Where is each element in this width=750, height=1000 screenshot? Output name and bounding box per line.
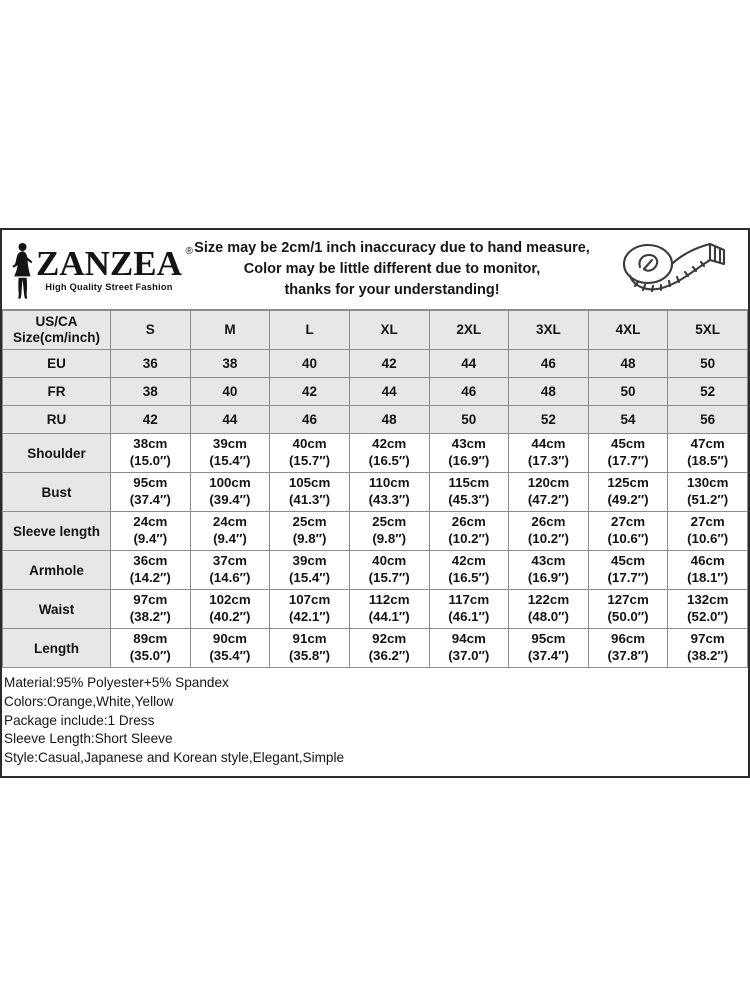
measurement-cm: 132cm xyxy=(686,592,729,608)
measurement-cm: 89cm xyxy=(133,631,168,647)
measurement-cm: 102cm xyxy=(209,592,251,608)
measurement-cell xyxy=(270,629,350,668)
region-size-cell: 44 xyxy=(429,350,509,378)
measurement-cell xyxy=(349,551,429,590)
measurement-notice xyxy=(162,238,608,301)
measurement-cell xyxy=(668,629,748,668)
region-size-cell: 40 xyxy=(270,350,350,378)
brand-logo xyxy=(2,241,193,299)
measurement-inch: (37.8″) xyxy=(607,648,649,663)
measurement-cm: 39cm xyxy=(212,436,247,452)
measurement-inch: (47.2″) xyxy=(527,492,569,507)
measurement-cell xyxy=(509,590,589,629)
measurement-cell xyxy=(349,434,429,473)
chart-banner xyxy=(2,230,748,310)
measurement-inch: (35.8″) xyxy=(289,648,331,663)
measurement-cell xyxy=(668,434,748,473)
row-label: Bust xyxy=(3,473,111,512)
measurement-cell xyxy=(509,551,589,590)
measurement-inch: (40.2″) xyxy=(209,609,251,624)
row-label: FR xyxy=(3,378,111,406)
measurement-inch: (39.4″) xyxy=(209,492,251,507)
measurement-cm: 110cm xyxy=(368,475,410,491)
table-row xyxy=(3,512,748,551)
measurement-cm: 43cm xyxy=(451,436,486,452)
brand-text-block xyxy=(36,244,193,293)
measurement-cell xyxy=(588,473,668,512)
measurement-inch: (18.1″) xyxy=(687,570,729,585)
region-size-cell: 46 xyxy=(509,350,589,378)
measurement-cell xyxy=(668,590,748,629)
measurement-cm: 45cm xyxy=(611,553,646,569)
region-size-cell: 42 xyxy=(349,350,429,378)
region-size-cell: 42 xyxy=(270,378,350,406)
size-column-header: 2XL xyxy=(429,311,509,350)
measurement-cm: 40cm xyxy=(372,553,407,569)
measurement-cm: 24cm xyxy=(133,514,168,530)
measurement-cell xyxy=(509,434,589,473)
measurement-cm: 90cm xyxy=(212,631,247,647)
table-row xyxy=(3,629,748,668)
region-size-cell: 46 xyxy=(270,406,350,434)
measurement-cell xyxy=(588,434,668,473)
measurement-cm: 26cm xyxy=(531,514,566,530)
measurement-cm: 92cm xyxy=(372,631,407,647)
brand-name: ZANZEA xyxy=(36,244,182,284)
measurement-cell xyxy=(190,629,270,668)
corner-label-line-1: US/CA xyxy=(35,313,78,329)
measurement-cell xyxy=(349,590,429,629)
measurement-inch: (9.4″) xyxy=(213,531,247,546)
size-table xyxy=(2,310,748,668)
measurement-inch: (16.9″) xyxy=(448,453,490,468)
measurement-cell xyxy=(349,473,429,512)
size-column-header: 3XL xyxy=(509,311,589,350)
region-size-cell: 48 xyxy=(588,350,668,378)
measurement-cell xyxy=(429,590,509,629)
table-row xyxy=(3,551,748,590)
measurement-cm: 36cm xyxy=(133,553,168,569)
measurement-cell xyxy=(111,629,191,668)
measurement-inch: (14.6″) xyxy=(209,570,251,585)
measurement-inch: (9.8″) xyxy=(292,531,327,546)
measurement-cm: 38cm xyxy=(133,436,168,452)
measurement-inch: (51.2″) xyxy=(687,492,729,507)
measurement-cell xyxy=(270,512,350,551)
measurement-inch: (44.1″) xyxy=(368,609,410,624)
region-size-cell: 40 xyxy=(190,378,270,406)
measurement-cell xyxy=(190,512,270,551)
measurement-inch: (15.4″) xyxy=(289,570,331,585)
region-size-cell: 48 xyxy=(349,406,429,434)
measurement-cell xyxy=(270,551,350,590)
row-label: RU xyxy=(3,406,111,434)
measurement-inch: (10.2″) xyxy=(527,531,569,546)
table-row xyxy=(3,434,748,473)
measurement-cm: 97cm xyxy=(133,592,168,608)
measurement-cell xyxy=(270,473,350,512)
size-column-header: M xyxy=(190,311,270,350)
measurement-cell xyxy=(349,629,429,668)
corner-label-line-2: Size(cm/inch) xyxy=(12,330,101,345)
measurement-cell xyxy=(111,473,191,512)
measurement-cm: 27cm xyxy=(690,514,725,530)
measurement-cell xyxy=(509,473,589,512)
measurement-inch: (9.4″) xyxy=(133,531,168,546)
region-size-cell: 52 xyxy=(668,378,748,406)
measurement-inch: (15.0″) xyxy=(129,453,171,468)
measurement-inch: (37.4″) xyxy=(527,648,569,663)
region-size-cell: 42 xyxy=(111,406,191,434)
measurement-cm: 122cm xyxy=(527,592,570,608)
measurement-inch: (18.5″) xyxy=(687,453,729,468)
row-label: Length xyxy=(3,629,111,668)
measurement-cell xyxy=(429,434,509,473)
table-row xyxy=(3,590,748,629)
measurement-cm: 40cm xyxy=(292,436,327,452)
measurement-cell xyxy=(111,590,191,629)
measurement-cm: 45cm xyxy=(611,436,646,452)
measurement-inch: (48.0″) xyxy=(527,609,569,624)
detail-line: Style:Casual,Japanese and Korean style,Elegant,Simple xyxy=(4,750,345,765)
region-size-cell: 44 xyxy=(349,378,429,406)
detail-line: Colors:Orange,White,Yellow xyxy=(4,693,174,709)
region-size-cell: 46 xyxy=(429,378,509,406)
measurement-cell xyxy=(588,551,668,590)
measurement-cm: 24cm xyxy=(212,514,247,530)
measurement-inch: (45.3″) xyxy=(448,492,490,507)
size-column-header: S xyxy=(111,311,191,350)
measurement-inch: (16.5″) xyxy=(448,570,490,585)
measurement-cm: 107cm xyxy=(288,592,331,608)
measurement-inch: (16.5″) xyxy=(368,453,410,468)
measurement-cm: 42cm xyxy=(451,553,486,569)
measuring-tape-icon xyxy=(614,238,742,302)
region-size-cell: 50 xyxy=(668,350,748,378)
measurement-cm: 91cm xyxy=(292,631,327,647)
measurement-inch: (17.7″) xyxy=(607,570,649,585)
measurement-cell xyxy=(429,551,509,590)
measurement-cell xyxy=(270,434,350,473)
measurement-inch: (38.2″) xyxy=(687,648,729,663)
detail-line: Material:95% Polyester+5% Spandex xyxy=(4,675,229,690)
measurement-cell xyxy=(429,473,509,512)
measurement-cm: 37cm xyxy=(212,553,247,569)
row-label: Sleeve length xyxy=(3,512,111,551)
measurement-cell xyxy=(588,590,668,629)
measurement-inch: (15.7″) xyxy=(368,570,410,585)
row-label: Armhole xyxy=(3,551,111,590)
measurement-inch: (49.2″) xyxy=(607,492,649,507)
measurement-cm: 120cm xyxy=(527,475,570,491)
measurement-cm: 94cm xyxy=(451,631,486,647)
measurement-inch: (52.0″) xyxy=(687,609,729,624)
measurement-cell xyxy=(190,551,270,590)
measurement-cell xyxy=(190,473,270,512)
measurement-cell xyxy=(111,512,191,551)
woman-silhouette-icon xyxy=(8,241,38,299)
measurement-inch: (17.3″) xyxy=(527,453,569,468)
measurement-cell xyxy=(349,512,429,551)
measurement-cm: 95cm xyxy=(133,475,168,491)
measurement-cm: 27cm xyxy=(611,514,646,530)
measurement-inch: (35.0″) xyxy=(129,648,171,663)
region-size-cell: 38 xyxy=(111,378,191,406)
size-column-header: 4XL xyxy=(588,311,668,350)
table-row xyxy=(3,378,748,406)
size-chart-panel xyxy=(0,228,750,778)
measurement-inch: (38.2″) xyxy=(129,609,171,624)
detail-line: Sleeve Length:Short Sleeve xyxy=(4,731,173,747)
measurement-cm: 105cm xyxy=(288,475,331,491)
measurement-cell xyxy=(668,473,748,512)
size-column-header: 5XL xyxy=(668,311,748,350)
measurement-inch: (10.6″) xyxy=(687,531,729,546)
measurement-cm: 43cm xyxy=(531,553,566,569)
measurement-cm: 115cm xyxy=(448,475,490,491)
measurement-cm: 97cm xyxy=(690,631,725,647)
measurement-inch: (15.7″) xyxy=(289,453,331,468)
measurement-cell xyxy=(588,629,668,668)
measurement-cm: 125cm xyxy=(607,475,649,491)
brand-tagline: High Quality Street Fashion xyxy=(45,282,173,293)
measurement-cm: 95cm xyxy=(531,631,566,647)
measurement-cell xyxy=(668,551,748,590)
measurement-cm: 127cm xyxy=(607,592,649,608)
region-size-cell: 44 xyxy=(190,406,270,434)
size-table-body xyxy=(3,311,748,668)
measurement-cm: 100cm xyxy=(209,475,251,491)
measurement-cm: 25cm xyxy=(372,514,407,530)
region-size-cell: 50 xyxy=(429,406,509,434)
row-label: EU xyxy=(3,350,111,378)
region-size-cell: 48 xyxy=(509,378,589,406)
table-row xyxy=(3,473,748,512)
measurement-inch: (37.4″) xyxy=(129,492,171,507)
measurement-inch: (50.0″) xyxy=(607,609,649,624)
measurement-inch: (41.3″) xyxy=(289,492,331,507)
measurement-cm: 130cm xyxy=(686,475,729,491)
measurement-inch: (36.2″) xyxy=(368,648,410,663)
measurement-cm: 46cm xyxy=(690,553,725,569)
measurement-cm: 26cm xyxy=(451,514,486,530)
region-size-cell: 54 xyxy=(588,406,668,434)
measurement-inch: (14.2″) xyxy=(129,570,171,585)
measurement-cm: 25cm xyxy=(292,514,327,530)
measurement-cell xyxy=(270,590,350,629)
measurement-inch: (10.2″) xyxy=(448,531,490,546)
size-column-header: XL xyxy=(349,311,429,350)
size-column-header: L xyxy=(270,311,350,350)
measurement-cm: 112cm xyxy=(368,592,410,608)
measurement-cell xyxy=(111,551,191,590)
measurement-cm: 47cm xyxy=(690,436,725,452)
measurement-cm: 117cm xyxy=(448,592,490,608)
region-size-cell: 36 xyxy=(111,350,191,378)
measurement-inch: (15.4″) xyxy=(209,453,251,468)
registered-trademark-icon: ® xyxy=(185,246,193,258)
measurement-cell xyxy=(509,629,589,668)
region-size-cell: 52 xyxy=(509,406,589,434)
table-row xyxy=(3,350,748,378)
header-corner-label xyxy=(3,311,111,350)
measurement-cell xyxy=(429,629,509,668)
region-size-cell: 50 xyxy=(588,378,668,406)
notice-line-3: thanks for your understanding! xyxy=(284,281,500,298)
measurement-inch: (42.1″) xyxy=(289,609,331,624)
measurement-inch: (16.9″) xyxy=(527,570,569,585)
row-label: Waist xyxy=(3,590,111,629)
measurement-inch: (37.0″) xyxy=(448,648,490,663)
measurement-inch: (43.3″) xyxy=(368,492,410,507)
measurement-cm: 39cm xyxy=(292,553,327,569)
measurement-cell xyxy=(190,590,270,629)
tape-illustration xyxy=(608,233,748,307)
product-details xyxy=(2,668,748,776)
measurement-cell xyxy=(190,434,270,473)
measurement-cell xyxy=(111,434,191,473)
row-label: Shoulder xyxy=(3,434,111,473)
detail-line: Package include:1 Dress xyxy=(4,712,155,728)
measurement-inch: (17.7″) xyxy=(607,453,649,468)
notice-line-2: Color may be little different due to monitor, xyxy=(243,261,541,278)
measurement-cm: 44cm xyxy=(531,436,566,452)
notice-line-1: Size may be 2cm/1 inch inaccuracy due to hand measure, xyxy=(194,240,590,257)
measurement-cell xyxy=(429,512,509,551)
measurement-inch: (35.4″) xyxy=(209,648,251,663)
measurement-inch: (46.1″) xyxy=(448,609,490,624)
measurement-cell xyxy=(668,512,748,551)
measurement-cell xyxy=(588,512,668,551)
measurement-cell xyxy=(509,512,589,551)
table-row xyxy=(3,406,748,434)
table-header-row xyxy=(3,311,748,350)
measurement-cm: 96cm xyxy=(611,631,646,647)
measurement-inch: (10.6″) xyxy=(607,531,649,546)
region-size-cell: 38 xyxy=(190,350,270,378)
region-size-cell: 56 xyxy=(668,406,748,434)
measurement-cm: 42cm xyxy=(372,436,407,452)
measurement-inch: (9.8″) xyxy=(372,531,407,546)
